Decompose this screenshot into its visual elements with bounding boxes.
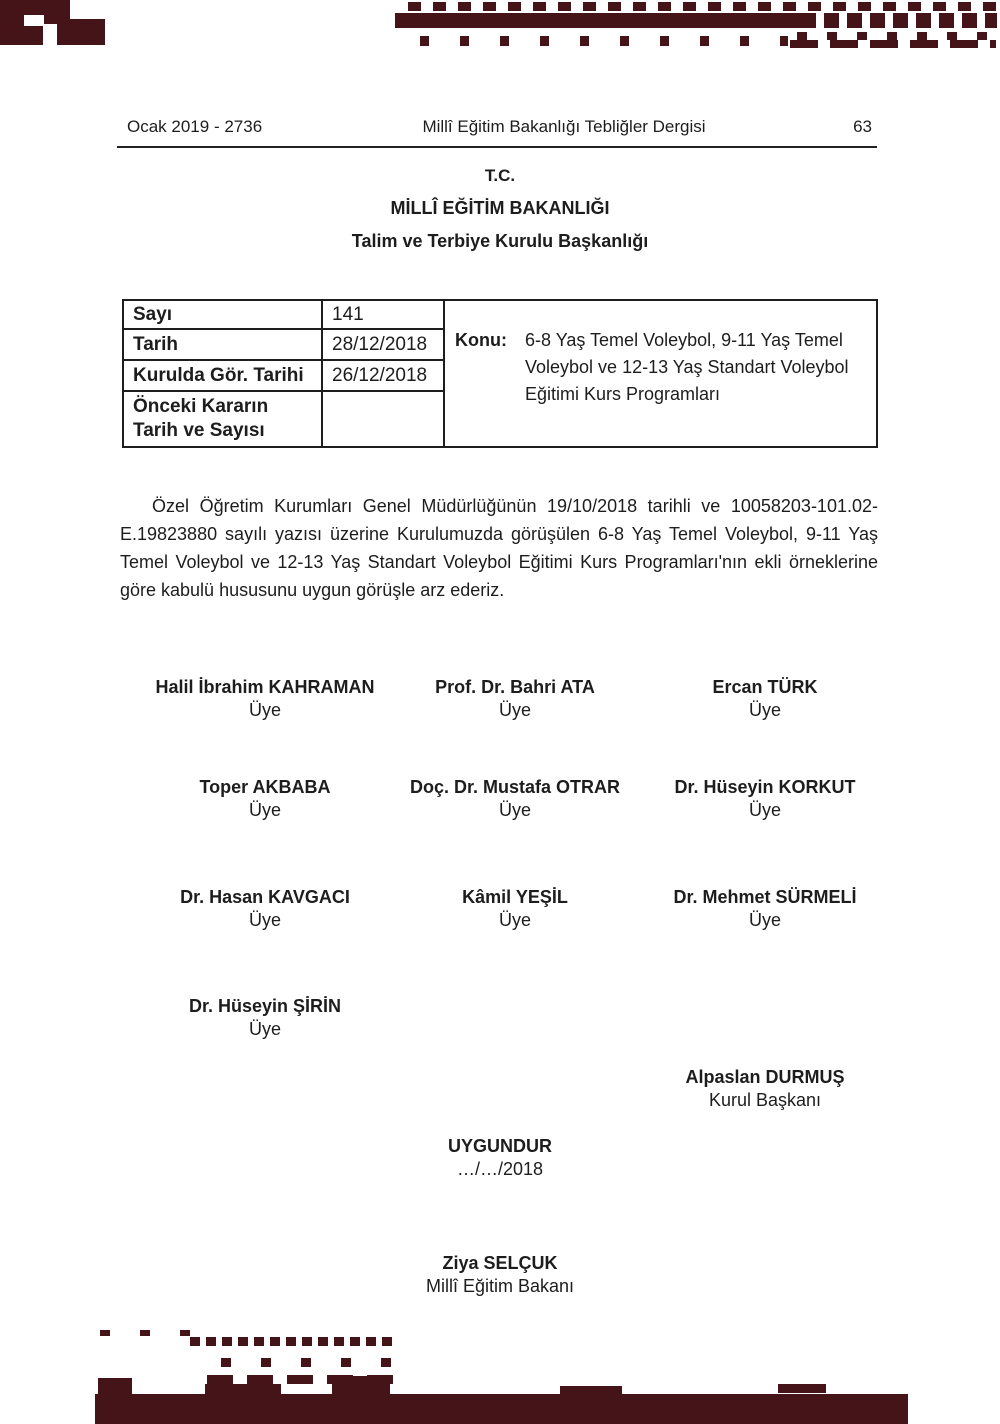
konu-text: 6-8 Yaş Temel Voleybol, 9-11 Yaş Temel Voleybol ve 12-13 Yaş Standart Voleybol Eğitimi Kurs Programları xyxy=(525,330,849,404)
scan-artifact-top-left xyxy=(57,19,105,45)
table-cell-konu xyxy=(445,301,876,446)
signature-block xyxy=(640,886,890,932)
scan-artifact-bottom-chunk xyxy=(98,1378,132,1394)
signature-block xyxy=(390,776,640,822)
signatory-title: Üye xyxy=(248,700,281,720)
scan-artifact-top-clusters xyxy=(797,32,996,40)
decision-paragraph: Özel Öğretim Kurumları Genel Müdürlüğünün 19/10/2018 tarihli ve 10058203-101.02-E.19823880 sayılı yazısı üzerine Kurulumuzda görüşülen 6-8 Yaş Temel Voleybol, 9-11 Yaş Temel Voleybol ve 12-13 Yaş Standart Voleybol Eğitimi Kurs Programları'nın ekli örneklerine göre kabulü hususunu uygun görüşle arz ederiz. xyxy=(120,496,878,600)
table-label-sayi: Sayı xyxy=(124,301,323,330)
signature-block xyxy=(640,676,890,722)
signatory-title: Üye xyxy=(748,800,781,820)
signatory-title: Üye xyxy=(748,700,781,720)
table-label-kurulda: Kurulda Gör. Tarihi xyxy=(124,361,323,392)
signature-block xyxy=(140,776,390,822)
signatory-name: Doç. Dr. Mustafa OTRAR xyxy=(409,777,621,797)
signatory-title: Üye xyxy=(498,910,531,930)
minister-name: Ziya SELÇUK xyxy=(442,1253,558,1273)
signatory-name: Ercan TÜRK xyxy=(712,677,818,697)
signatory-title: Üye xyxy=(248,1019,281,1039)
approver-block xyxy=(640,1066,890,1112)
page-number: 63 xyxy=(853,117,872,136)
table-value-onceki xyxy=(323,392,445,446)
scan-artifact-top-dots xyxy=(420,36,788,46)
approval-date: …/…/2018 xyxy=(456,1159,544,1179)
signatory-name: Prof. Dr. Bahri ATA xyxy=(435,677,595,697)
signatory-title: Üye xyxy=(748,910,781,930)
scan-artifact-bottom-dashes xyxy=(100,1330,192,1336)
signatory-name: Dr. Hüseyin ŞİRİN xyxy=(188,996,342,1016)
signature-block xyxy=(640,776,890,822)
signatory-title: Üye xyxy=(498,800,531,820)
signatory-name: Kâmil YEŞİL xyxy=(462,887,568,907)
approval-word: UYGUNDUR xyxy=(447,1136,552,1156)
signatory-name: Dr. Hüseyin KORKUT xyxy=(674,777,856,797)
header-rule xyxy=(117,146,877,148)
table-label-tarih: Tarih xyxy=(124,330,323,361)
signatory-title: Üye xyxy=(248,800,281,820)
signatory-name: Toper AKBABA xyxy=(199,777,331,797)
approver-name: Alpaslan DURMUŞ xyxy=(685,1067,845,1087)
table-value-tarih: 28/12/2018 xyxy=(323,330,445,361)
signature-block xyxy=(140,995,390,1041)
signatory-name: Dr. Hasan KAVGACI xyxy=(180,887,350,907)
signatory-name: Dr. Mehmet SÜRMELİ xyxy=(673,887,857,907)
approver-title: Kurul Başkanı xyxy=(708,1090,822,1110)
scan-artifact-top-left xyxy=(0,29,36,45)
minister-block xyxy=(350,1252,650,1298)
scan-artifact-bottom-bar xyxy=(95,1394,908,1424)
scan-artifact-bottom-chunk xyxy=(560,1386,622,1394)
letterhead-ministry: MİLLÎ EĞİTİM BAKANLIĞI xyxy=(390,198,610,218)
scan-artifact-bottom-dashes xyxy=(221,1358,393,1367)
signatory-title: Üye xyxy=(248,910,281,930)
journal-title: Millî Eğitim Bakanlığı Tebliğler Dergisi xyxy=(422,117,706,136)
signatory-name: Halil İbrahim KAHRAMAN xyxy=(155,677,375,697)
table-label-onceki: Önceki Kararın Tarih ve Sayısı xyxy=(124,392,323,446)
scan-artifact-top-clusters xyxy=(790,40,996,48)
scan-artifact-bottom-chunk xyxy=(778,1384,826,1393)
table-value-kurulda: 26/12/2018 xyxy=(323,361,445,392)
table-value-sayi: 141 xyxy=(323,301,445,330)
signature-block xyxy=(390,676,640,722)
signature-block xyxy=(390,886,640,932)
signature-block xyxy=(140,676,390,722)
approval-block xyxy=(350,1135,650,1181)
scan-artifact-bottom-dashes xyxy=(190,1337,393,1346)
minister-title: Millî Eğitim Bakanı xyxy=(425,1276,575,1296)
signature-block xyxy=(140,886,390,932)
konu-label: Konu: xyxy=(455,330,507,350)
info-table xyxy=(122,299,878,448)
letterhead-board: Talim ve Terbiye Kurulu Başkanlığı xyxy=(351,231,649,251)
scan-artifact-top-dashes xyxy=(408,2,998,11)
signatory-title: Üye xyxy=(498,700,531,720)
scan-artifact-top-bar xyxy=(801,13,997,28)
letterhead-tc: T.C. xyxy=(484,166,516,185)
scan-artifact-top-bar xyxy=(395,13,801,28)
journal-issue: Ocak 2019 - 2736 xyxy=(127,117,263,136)
scan-artifact-bottom-chunk xyxy=(205,1384,281,1394)
scan-artifact-bottom-chunk xyxy=(332,1376,390,1394)
